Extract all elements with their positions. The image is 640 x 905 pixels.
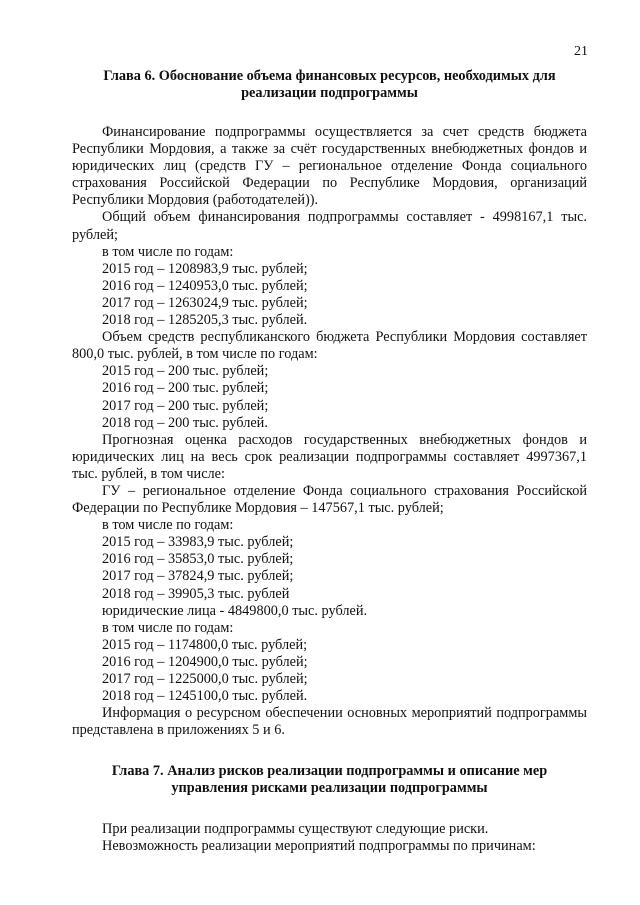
document-body: [72, 68, 587, 856]
chapter-6-paragraph-1: Финансирование подпрограммы осуществляется за счет средств бюджета Республики Мордовия, а также за счёт государственных внебюджетных фондов и юридических лиц (средств ГУ – региональное отделение Фонда социального страхования Российской Федерации по Республике Мордовия, организаций Республики Мордовия (работодателей)).: [72, 124, 587, 209]
chapter-7-paragraph-2: Невозможность реализации мероприятий подпрограммы по причинам:: [102, 838, 536, 855]
legal-year-line: 2017 год – 1225000,0 тыс. рублей;: [102, 671, 308, 687]
chapter-6-total-funding: Общий объем финансирования подпрограммы составляет - 4998167,1 тыс. рублей;: [72, 209, 587, 243]
total-year-line: 2015 год – 1208983,9 тыс. рублей;: [102, 260, 308, 277]
republic-budget-paragraph: Объем средств республиканского бюджета Республики Мордовия составляет 800,0 тыс. рублей, в том числе по годам:: [72, 329, 587, 363]
forecast-paragraph: Прогнозная оценка расходов государственных внебюджетных фондов и юридических лиц на весь срок реализации подпрограммы составляет 4997367,1 тыс. рублей, в том числе:: [72, 431, 587, 482]
legal-year-line: 2016 год – 1204900,0 тыс. рублей;: [102, 653, 308, 670]
republic-year-line: 2018 год – 200 тыс. рублей.: [102, 414, 268, 431]
chapter-7-paragraph-1: При реализации подпрограммы существуют следующие риски.: [102, 821, 489, 838]
chapter-6-title: Глава 6. Обоснование объема финансовых ресурсов, необходимых для реализации подпрограммы: [103, 68, 556, 101]
fss-year-line: 2016 год – 35853,0 тыс. рублей;: [102, 551, 294, 568]
fss-year-line: 2018 год – 39905,3 тыс. рублей: [102, 585, 290, 602]
total-year-line: 2017 год – 1263024,9 тыс. рублей;: [102, 294, 308, 311]
republic-year-line: 2016 год – 200 тыс. рублей;: [102, 380, 269, 397]
republic-year-line: 2015 год – 200 тыс. рублей;: [102, 363, 269, 380]
appendix-info-paragraph: Информация о ресурсном обеспечении основных мероприятий подпрограммы представлена в приложениях 5 и 6.: [72, 705, 587, 739]
total-year-line: 2016 год – 1240953,0 тыс. рублей;: [102, 277, 308, 294]
legal-year-line: 2015 год – 1174800,0 тыс. рублей;: [102, 636, 308, 653]
chapter-7-title: Глава 7. Анализ рисков реализации подпрограммы и описание мер управления рисками реализации подпрограммы: [111, 763, 548, 797]
fss-year-line: 2015 год – 33983,9 тыс. рублей;: [102, 534, 294, 551]
republic-year-line: 2017 год – 200 тыс. рублей;: [102, 397, 269, 414]
legal-entities-line: юридические лица - 4849800,0 тыс. рублей.: [102, 602, 368, 619]
total-year-line: 2018 год – 1285205,3 тыс. рублей.: [102, 312, 308, 329]
by-years-label: в том числе по годам:: [102, 517, 234, 534]
by-years-label: в том числе по годам:: [102, 243, 234, 260]
legal-year-line: 2018 год – 1245100,0 тыс. рублей.: [102, 688, 308, 705]
fss-year-line: 2017 год – 37824,9 тыс. рублей;: [102, 568, 294, 585]
page-number: 21: [574, 44, 588, 59]
fss-paragraph: ГУ – региональное отделение Фонда социального страхования Российской Федерации по Республике Мордовия – 147567,1 тыс. рублей;: [72, 482, 587, 517]
by-years-label: в том числе по годам:: [102, 619, 234, 636]
